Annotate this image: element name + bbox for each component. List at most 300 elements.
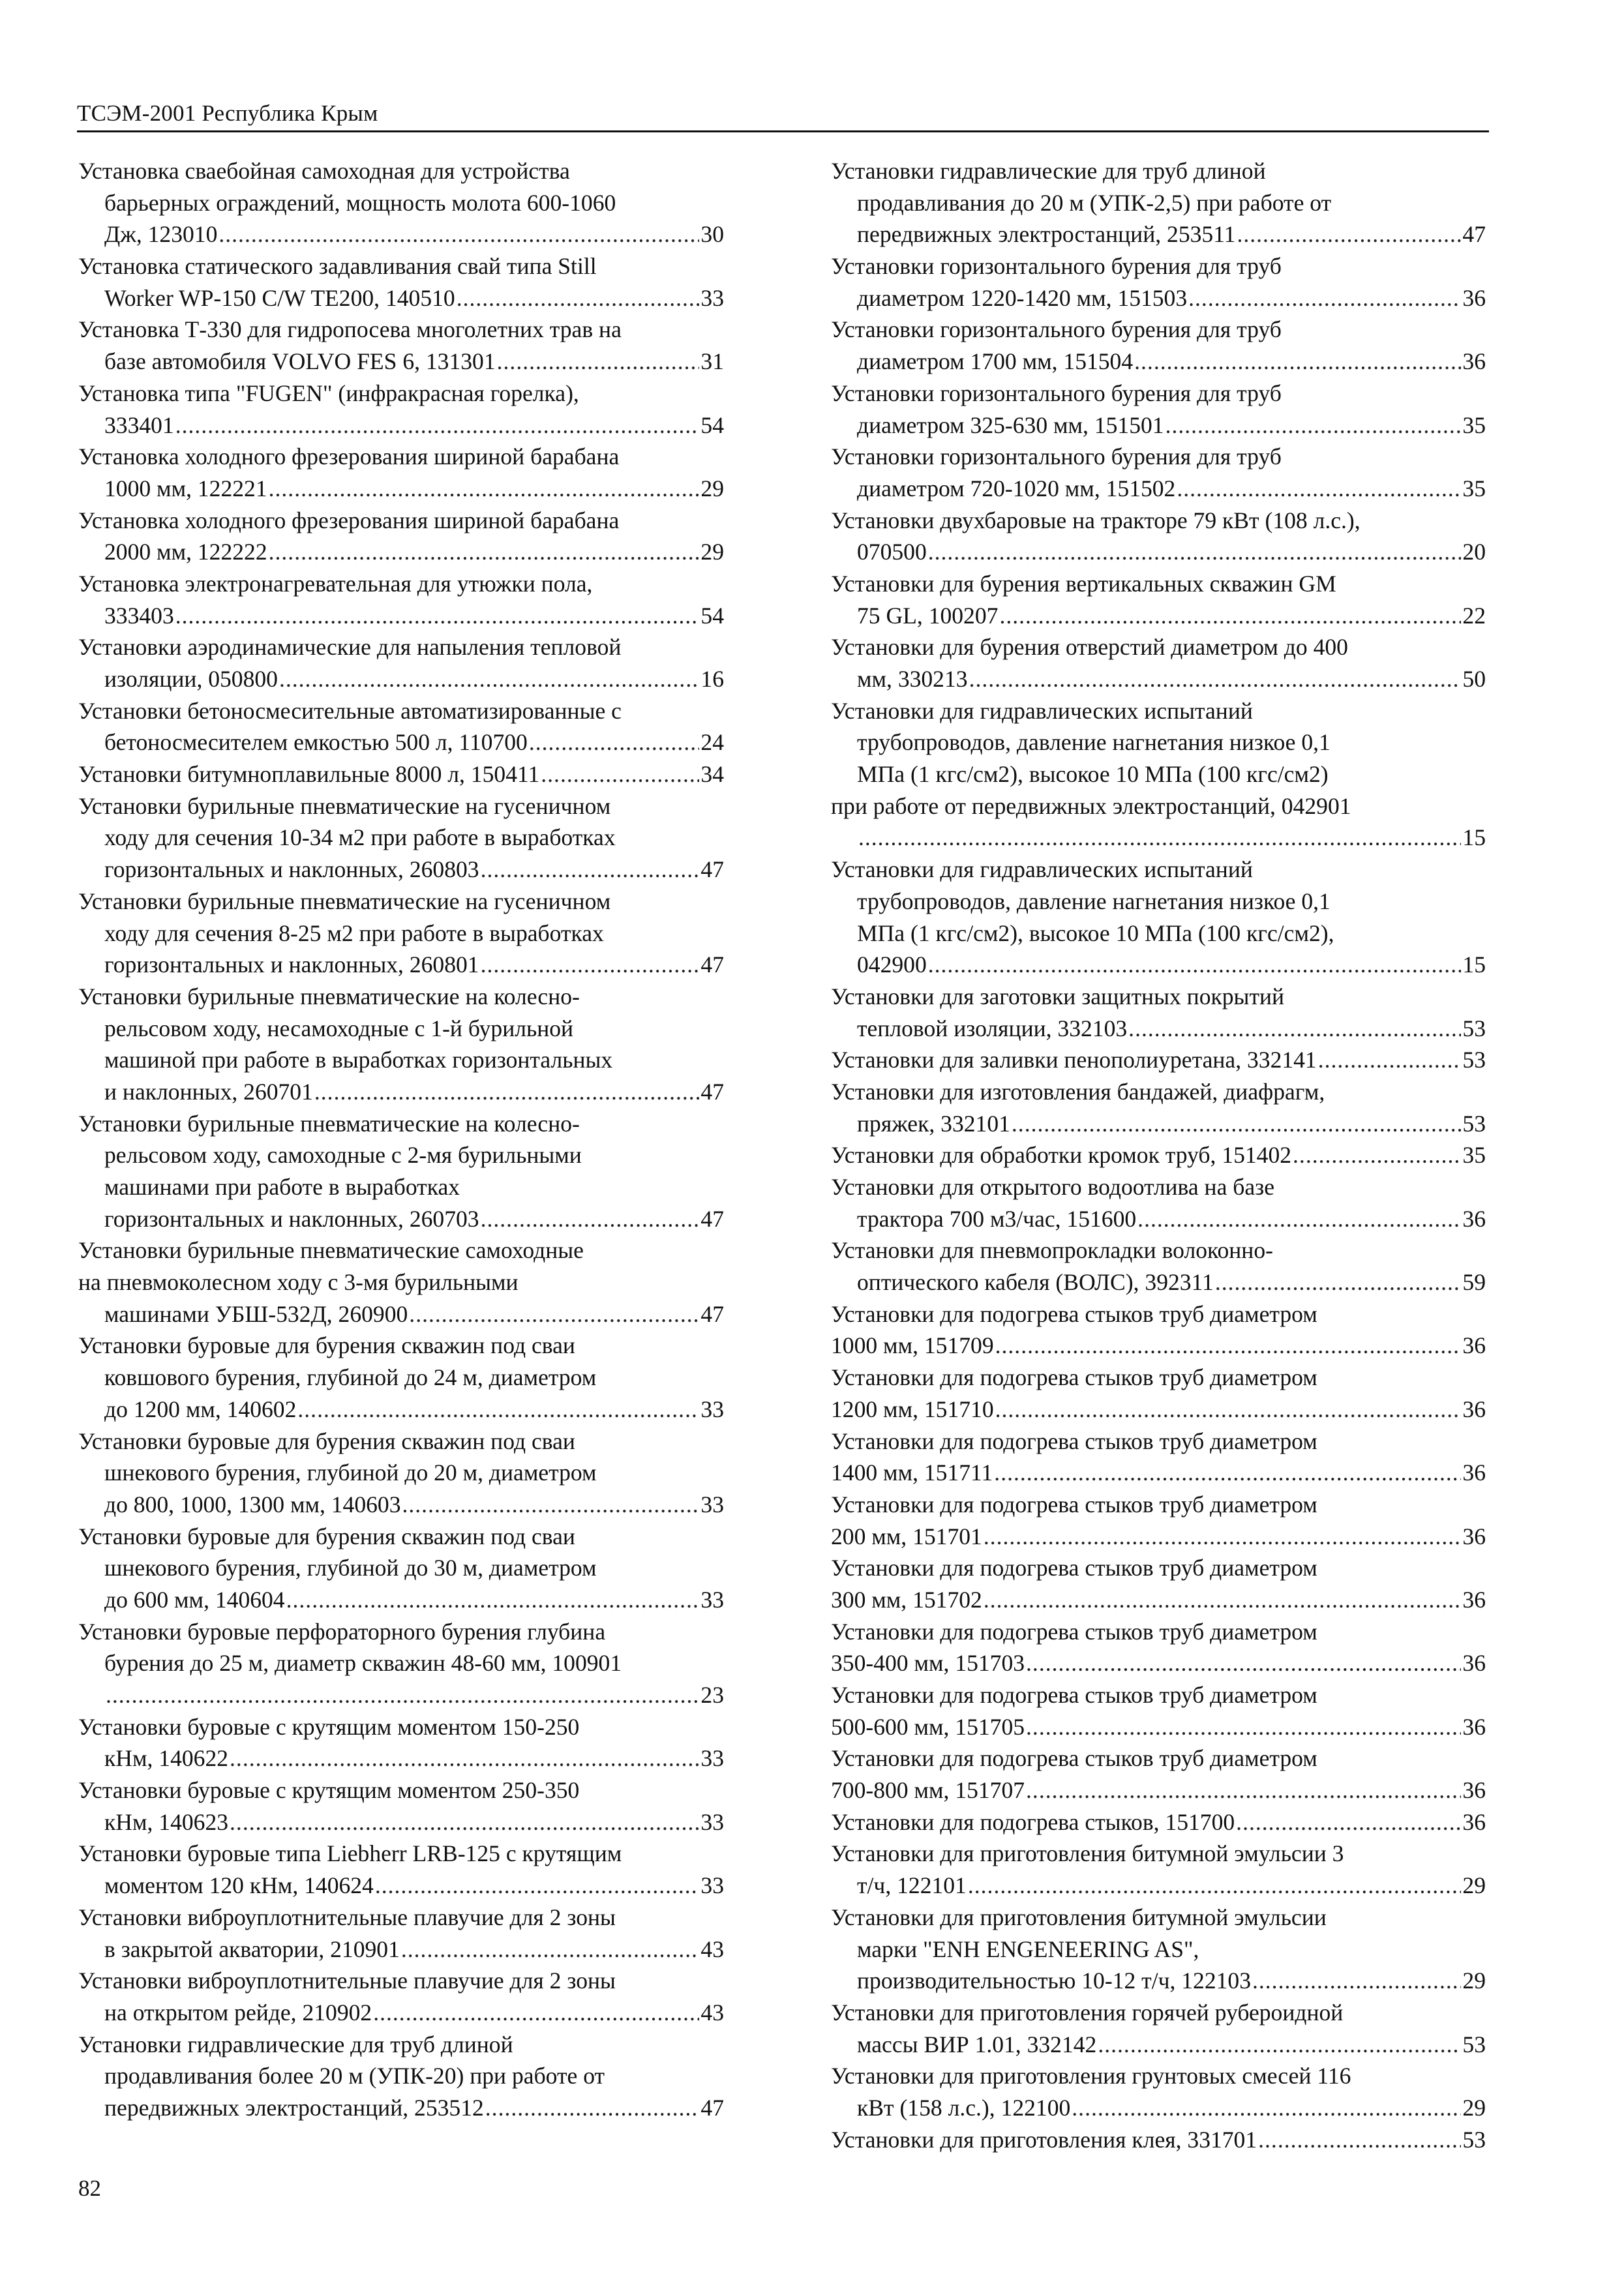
index-entry-text: 1400 мм, 151711 xyxy=(831,1459,993,1486)
index-entry-page: 29 xyxy=(700,539,724,565)
dot-leader xyxy=(1215,1266,1462,1298)
index-entry-last-line xyxy=(831,1457,1486,1489)
index-entry xyxy=(831,1616,1486,1679)
index-entry-text: Установки бурильные пневматические на гусеничном xyxy=(78,888,611,914)
index-entry-text: ходу для сечения 10-34 м2 при работе в выработках xyxy=(104,824,616,851)
index-entry xyxy=(78,1330,724,1425)
index-entry-text: 350-400 мм, 151703 xyxy=(831,1650,1025,1677)
index-entry-text: базе автомобиля VOLVO FES 6, 131301 xyxy=(104,348,496,375)
index-entry-last-line xyxy=(78,1489,724,1521)
dot-leader xyxy=(1026,1774,1461,1806)
index-entry-text: трубопроводов, давление нагнетания низкое 0,1 xyxy=(857,729,1331,756)
dot-leader xyxy=(1258,2124,1461,2156)
index-entry-text: МПа (1 кгс/см2), высокое 10 МПа (100 кгс/см2) xyxy=(857,761,1329,788)
index-entry-page: 54 xyxy=(700,602,724,629)
index-entry-text: продавливания до 20 м (УПК-2,5) при работе от xyxy=(857,189,1332,216)
dot-leader xyxy=(994,1457,1461,1489)
dot-leader xyxy=(375,1870,700,1902)
index-entry-page: 59 xyxy=(1462,1269,1486,1296)
index-entry-text: 070500 xyxy=(857,539,927,565)
index-entry-page: 33 xyxy=(700,1808,724,1835)
index-entry-last-line xyxy=(831,2092,1486,2124)
index-entry-text: Установки битумноплавильные 8000 л, 150411 xyxy=(78,761,540,788)
index-entry-text: Установки бурильные пневматические на колесно- xyxy=(78,983,580,1010)
index-entry-last-line xyxy=(78,1394,724,1426)
index-entry-last-line xyxy=(831,663,1486,695)
index-entry-last-line xyxy=(831,1266,1486,1298)
index-entry-page: 36 xyxy=(1462,1808,1486,1835)
index-entry-text: изоляции, 050800 xyxy=(104,666,278,692)
index-entry-last-line xyxy=(831,822,1486,854)
index-entry-last-line xyxy=(78,218,724,250)
index-entry-page: 36 xyxy=(1462,1586,1486,1613)
index-entry-text: Установки буровые с крутящим моментом 150-250 xyxy=(78,1713,580,1740)
index-entry-text: 1000 мм, 122221 xyxy=(104,475,267,501)
index-entry-page: 47 xyxy=(700,1300,724,1327)
index-entry xyxy=(831,1806,1486,1838)
index-entry-last-line xyxy=(78,536,724,568)
index-entry xyxy=(78,1234,724,1330)
index-entry-last-line xyxy=(831,1521,1486,1553)
index-entry xyxy=(831,2060,1486,2123)
index-entry-text: 333401 xyxy=(104,411,174,438)
dot-leader xyxy=(1012,1108,1462,1140)
page-number: 82 xyxy=(78,2176,101,2201)
index-entry-page: 35 xyxy=(1462,1142,1486,1169)
index-entry-page: 47 xyxy=(700,951,724,978)
index-entry xyxy=(78,250,724,314)
index-entry-text: Установки бурильные пневматические на гусеничном xyxy=(78,792,611,819)
index-entry-text: 042900 xyxy=(857,951,927,978)
index-entry-text: Установки для приготовления горячей рубероидной xyxy=(831,1999,1344,2026)
index-entry-text: Установки для обработки кромок труб, 151402 xyxy=(831,1142,1292,1169)
index-entry-page: 33 xyxy=(700,1872,724,1899)
index-entry-text: производительностью 10-12 т/ч, 122103 xyxy=(857,1967,1251,1994)
index-entry-text: Установки буровые для бурения скважин под сваи xyxy=(78,1332,575,1359)
index-entry-text: 1200 мм, 151710 xyxy=(831,1396,994,1422)
index-entry-page: 53 xyxy=(1462,2126,1486,2153)
index-entry-text: Установки горизонтального бурения для труб xyxy=(831,380,1282,406)
dot-leader xyxy=(1252,1965,1461,1997)
index-entry xyxy=(78,441,724,504)
index-entry-text: Установки для приготовления грунтовых смесей 116 xyxy=(831,2063,1351,2089)
index-entry-last-line xyxy=(831,2029,1486,2061)
index-entry-last-line xyxy=(78,1806,724,1838)
dot-leader xyxy=(230,1806,699,1838)
index-entry xyxy=(78,1521,724,1616)
dot-leader xyxy=(286,1584,700,1616)
index-entry xyxy=(78,1774,724,1838)
index-entry-text: Установки для бурения отверстий диаметром до 400 xyxy=(831,634,1348,661)
index-entry-text: трактора 700 м3/час, 151600 xyxy=(857,1205,1137,1232)
dot-leader xyxy=(497,346,700,378)
index-entry xyxy=(78,1902,724,1965)
index-entry-page: 29 xyxy=(1462,1967,1486,1994)
index-entry-page: 23 xyxy=(700,1682,724,1708)
index-entry-last-line xyxy=(831,1584,1486,1616)
index-entry-text: Установка сваебойная самоходная для устройства xyxy=(78,158,570,184)
index-entry-text: Установки для гидравлических испытаний xyxy=(831,697,1253,724)
index-entry-last-line xyxy=(78,854,724,886)
index-entry-text: при работе от передвижных электростанций, 042901 xyxy=(831,792,1351,819)
index-entry-page: 43 xyxy=(700,1936,724,1962)
dot-leader xyxy=(269,536,700,568)
index-entry xyxy=(78,790,724,886)
index-entry-page: 53 xyxy=(1462,1047,1486,1073)
index-entry-page: 36 xyxy=(1462,1713,1486,1740)
index-entry-text: горизонтальных и наклонных, 260703 xyxy=(104,1205,479,1232)
index-entry-last-line xyxy=(831,1965,1486,1997)
index-entry-text: 75 GL, 100207 xyxy=(857,602,999,629)
index-entry xyxy=(831,1139,1486,1171)
index-entry-text: Установка холодного фрезерования шириной барабана xyxy=(78,507,620,533)
index-entry-page: 53 xyxy=(1462,1015,1486,1041)
index-entry-page: 50 xyxy=(1462,666,1486,692)
index-entry-last-line xyxy=(831,346,1486,378)
dot-leader xyxy=(106,1679,699,1711)
dot-leader xyxy=(409,1298,699,1330)
index-entry xyxy=(831,1426,1486,1489)
index-entry-last-line xyxy=(78,2092,724,2124)
index-entry-text: МПа (1 кгс/см2), высокое 10 МПа (100 кгс/см2), xyxy=(857,920,1334,946)
index-entry xyxy=(78,505,724,568)
index-entry xyxy=(831,155,1486,250)
index-entry xyxy=(831,505,1486,568)
dot-leader xyxy=(1177,473,1461,505)
dot-leader xyxy=(1237,218,1461,250)
index-entry-page: 15 xyxy=(1462,951,1486,978)
index-entry-last-line xyxy=(831,1806,1486,1838)
index-entry-page: 36 xyxy=(1462,1777,1486,1804)
index-entry xyxy=(78,1838,724,1901)
dot-leader xyxy=(1165,410,1462,441)
dot-leader xyxy=(984,1584,1462,1616)
index-entry-text: моментом 120 кНм, 140624 xyxy=(104,1872,374,1899)
index-entry-last-line xyxy=(78,726,724,758)
index-entry-page: 53 xyxy=(1462,2031,1486,2057)
index-entry-text: трубопроводов, давление нагнетания низкое 0,1 xyxy=(857,888,1331,914)
index-entry-text: на пневмоколесном ходу с 3-мя бурильными xyxy=(78,1269,519,1296)
index-entry-last-line xyxy=(831,1647,1486,1679)
index-entry-page: 47 xyxy=(1462,221,1486,248)
dot-leader xyxy=(1128,1013,1461,1045)
dot-leader xyxy=(1293,1139,1461,1171)
index-entry-text: марки "ENH ENGENEERING AS", xyxy=(857,1936,1199,1962)
index-entry xyxy=(78,314,724,377)
index-entry-last-line xyxy=(831,1139,1486,1171)
dot-leader xyxy=(175,410,700,441)
index-entry-text: до 600 мм, 140604 xyxy=(104,1586,285,1613)
index-entry-page: 54 xyxy=(700,411,724,438)
index-entry-last-line xyxy=(831,600,1486,632)
index-entry xyxy=(78,2029,724,2124)
index-entry-text: Установки бурильные пневматические самоходные xyxy=(78,1237,584,1264)
index-entry-text: Установки виброуплотнительные плавучие для 2 зоны xyxy=(78,1967,616,1994)
index-entry-text: рельсовом ходу, несамоходные с 1-й бурильной xyxy=(104,1015,574,1041)
index-entry xyxy=(78,1426,724,1521)
dot-leader xyxy=(995,1330,1462,1362)
dot-leader xyxy=(928,536,1462,568)
index-entry-last-line xyxy=(831,1044,1486,1076)
index-entry-page: 20 xyxy=(1462,539,1486,565)
index-entry-page: 36 xyxy=(1462,348,1486,375)
index-entry xyxy=(831,1997,1486,2060)
index-entry-last-line xyxy=(831,1870,1486,1902)
index-entry-text: до 800, 1000, 1300 мм, 140603 xyxy=(104,1491,401,1518)
index-entry xyxy=(78,886,724,981)
dot-leader xyxy=(984,1521,1462,1553)
index-entry-text: 200 мм, 151701 xyxy=(831,1523,982,1549)
dot-leader xyxy=(858,822,1461,854)
index-entry-text: Установки для подогрева стыков, 151700 xyxy=(831,1808,1235,1835)
index-entry-text: Установки для пневмопрокладки волоконно- xyxy=(831,1237,1273,1264)
index-entry-text: Установки для гидравлических испытаний xyxy=(831,856,1253,883)
page-header xyxy=(77,98,1489,132)
index-entry-last-line xyxy=(78,1934,724,1966)
index-entry-text: диаметром 1700 мм, 151504 xyxy=(857,348,1134,375)
index-entry-text: Установки буровые с крутящим моментом 250-350 xyxy=(78,1777,580,1804)
index-entry xyxy=(831,1743,1486,1806)
index-entry-text: на открытом рейде, 210902 xyxy=(104,1999,372,2026)
index-entry-last-line xyxy=(831,1108,1486,1140)
index-entry-text: Установки для подогрева стыков труб диаметром xyxy=(831,1618,1317,1645)
dot-leader xyxy=(297,1394,699,1426)
index-entry xyxy=(78,631,724,695)
index-entry-text: и наклонных, 260701 xyxy=(104,1078,313,1105)
index-entry-last-line xyxy=(78,1679,724,1711)
index-entry-page: 35 xyxy=(1462,411,1486,438)
index-entry xyxy=(831,631,1486,695)
index-entry-text: Установки гидравлические для труб длиной xyxy=(78,2031,513,2057)
index-entry-text: Установка электронагревательная для утюжки пола, xyxy=(78,570,593,597)
index-entry-last-line xyxy=(831,949,1486,981)
index-entry-page: 47 xyxy=(700,2094,724,2121)
index-entry-last-line xyxy=(831,1203,1486,1235)
index-entry-page: 36 xyxy=(1462,1459,1486,1486)
index-entry xyxy=(831,1298,1486,1362)
dot-leader xyxy=(928,949,1462,981)
index-entry-text: бурения до 25 м, диаметр скважин 48-60 мм, 100901 xyxy=(104,1650,622,1677)
index-entry-text: машинами УБШ-532Д, 260900 xyxy=(104,1300,408,1327)
index-entry-text: ходу для сечения 8-25 м2 при работе в выработках xyxy=(104,920,604,946)
index-entry-text: Установки буровые перфораторного бурения глубина xyxy=(78,1618,606,1645)
index-entry-text: Установки буровые для бурения скважин под сваи xyxy=(78,1523,575,1549)
index-entry-page: 29 xyxy=(1462,2094,1486,2121)
index-entry xyxy=(78,155,724,250)
index-entry-page: 36 xyxy=(1462,1650,1486,1677)
index-entry-text: 333403 xyxy=(104,602,174,629)
index-entry-last-line xyxy=(831,473,1486,505)
dot-leader xyxy=(175,600,700,632)
index-entry-last-line xyxy=(831,410,1486,441)
index-entry xyxy=(831,854,1486,981)
index-entry xyxy=(78,378,724,441)
index-entry-text: Установки для подогрева стыков труб диаметром xyxy=(831,1491,1317,1518)
index-entry xyxy=(831,1044,1486,1076)
dot-leader xyxy=(1098,2029,1461,2061)
index-entry-page: 33 xyxy=(700,1586,724,1613)
index-entry-text: Установки для подогрева стыков труб диаметром xyxy=(831,1428,1317,1454)
index-entry-last-line xyxy=(78,949,724,981)
index-entry-text: 700-800 мм, 151707 xyxy=(831,1777,1025,1804)
index-entry-page: 47 xyxy=(700,856,724,883)
index-entry-text: ковшового бурения, глубиной до 24 м, диаметром xyxy=(104,1364,597,1391)
index-entry-text: т/ч, 122101 xyxy=(857,1872,967,1899)
dot-leader xyxy=(457,282,700,314)
index-entry-text: Дж, 123010 xyxy=(104,221,218,248)
index-entry-text: Установка Т-330 для гидропосева многолетних трав на xyxy=(78,316,622,343)
index-entry-last-line xyxy=(78,1870,724,1902)
index-entry-last-line xyxy=(78,663,724,695)
index-entry-page: 33 xyxy=(700,1745,724,1772)
index-entry-text: Установки аэродинамические для напыления тепловой xyxy=(78,634,622,661)
index-entry-text: Установки для изготовления бандажей, диафрагм, xyxy=(831,1078,1325,1105)
index-entry-text: передвижных электростанций, 253511 xyxy=(857,221,1236,248)
index-entry-text: продавливания более 20 м (УПК-20) при работе от xyxy=(104,2063,605,2089)
index-entry-last-line xyxy=(78,1743,724,1774)
index-entry-text: Worker WP-150 C/W TE200, 140510 xyxy=(104,284,455,311)
index-entry xyxy=(831,1234,1486,1298)
index-entry-page: 36 xyxy=(1462,1523,1486,1549)
index-entry xyxy=(831,441,1486,504)
dot-leader xyxy=(995,1394,1462,1426)
index-entry-text: кНм, 140622 xyxy=(104,1745,229,1772)
dot-leader xyxy=(481,949,700,981)
index-entry-text: кВт (158 л.с.), 122100 xyxy=(857,2094,1071,2121)
index-entry-text: Установка статического задавливания свай типа Still xyxy=(78,253,597,280)
index-entry-text: тепловой изоляции, 332103 xyxy=(857,1015,1128,1041)
dot-leader xyxy=(279,663,699,695)
index-entry-text: Установка типа "FUGEN" (инфракрасная горелка), xyxy=(78,380,579,406)
dot-leader xyxy=(1188,282,1461,314)
index-entry xyxy=(831,2124,1486,2156)
index-entry-text: Установки для подогрева стыков труб диаметром xyxy=(831,1364,1317,1391)
index-entry-text: рельсовом ходу, самоходные с 2-мя бурильными xyxy=(104,1142,582,1169)
index-entry-text: 300 мм, 151702 xyxy=(831,1586,982,1613)
index-entry-last-line xyxy=(831,218,1486,250)
index-entry-text: Установки для заливки пенополиуретана, 332141 xyxy=(831,1047,1317,1073)
index-entry xyxy=(831,1171,1486,1234)
dot-leader xyxy=(1236,1806,1461,1838)
index-entry xyxy=(831,1902,1486,1997)
index-entry-text: Установки для бурения вертикальных скважин GM xyxy=(831,570,1336,597)
index-entry-page: 36 xyxy=(1462,1205,1486,1232)
index-entry-page: 36 xyxy=(1462,1396,1486,1422)
index-entry-last-line xyxy=(78,282,724,314)
index-column-left xyxy=(78,155,724,2124)
index-entry-text: в закрытой акватории, 210901 xyxy=(104,1936,400,1962)
index-entry-page: 36 xyxy=(1462,284,1486,311)
index-entry-text: Установки буровые для бурения скважин под сваи xyxy=(78,1428,575,1454)
index-entry-text: Установки для подогрева стыков труб диаметром xyxy=(831,1682,1317,1708)
index-entry-text: массы ВИР 1.01, 332142 xyxy=(857,2031,1097,2057)
index-entry-page: 22 xyxy=(1462,602,1486,629)
dot-leader xyxy=(541,758,699,790)
index-entry-last-line xyxy=(78,410,724,441)
index-entry xyxy=(78,1965,724,2028)
index-entry-page: 33 xyxy=(700,284,724,311)
index-entry-text: диаметром 1220-1420 мм, 151503 xyxy=(857,284,1188,311)
index-entry-last-line xyxy=(831,536,1486,568)
index-entry-last-line xyxy=(78,758,724,790)
index-entry-text: Установки для подогрева стыков труб диаметром xyxy=(831,1555,1317,1581)
dot-leader xyxy=(1026,1647,1461,1679)
index-entry xyxy=(78,1616,724,1711)
index-entry-last-line xyxy=(78,473,724,505)
index-entry-page: 43 xyxy=(700,1999,724,2026)
index-entry-page: 30 xyxy=(700,221,724,248)
index-entry xyxy=(78,1108,724,1235)
index-entry-text: передвижных электростанций, 253512 xyxy=(104,2094,484,2121)
index-entry-text: Установки буровые типа Liebherr LRB-125 с крутящим xyxy=(78,1840,622,1867)
index-entry-page: 16 xyxy=(700,666,724,692)
index-entry xyxy=(831,1552,1486,1615)
index-entry xyxy=(831,1838,1486,1901)
index-entry-text: Установки двухбаровые на тракторе 79 кВт (108 л.с.), xyxy=(831,507,1361,533)
index-entry xyxy=(831,378,1486,441)
index-entry-text: до 1200 мм, 140602 xyxy=(104,1396,297,1422)
index-entry-page: 29 xyxy=(1462,1872,1486,1899)
index-entry-text: Установки для приготовления битумной эмульсии 3 xyxy=(831,1840,1344,1867)
index-entry-text: машиной при работе в выработках горизонтальных xyxy=(104,1047,613,1073)
index-entry-last-line xyxy=(831,282,1486,314)
index-entry-page: 33 xyxy=(700,1491,724,1518)
index-entry xyxy=(831,1489,1486,1552)
index-entry-text: Установки горизонтального бурения для труб xyxy=(831,253,1282,280)
index-entry xyxy=(78,981,724,1108)
dot-leader xyxy=(1137,1203,1461,1235)
index-entry xyxy=(831,314,1486,377)
index-entry-page: 47 xyxy=(700,1205,724,1232)
dot-leader xyxy=(1134,346,1461,378)
index-entry-text: барьерных ограждений, мощность молота 600-1060 xyxy=(104,189,616,216)
index-entry-last-line xyxy=(78,1997,724,2029)
index-entry xyxy=(831,568,1486,631)
index-entry-text: шнекового бурения, глубиной до 30 м, диаметром xyxy=(104,1555,597,1581)
dot-leader xyxy=(269,473,700,505)
index-entry-text: пряжек, 332101 xyxy=(857,1110,1010,1137)
index-entry-text: Установки виброуплотнительные плавучие для 2 зоны xyxy=(78,1904,616,1930)
index-entry-text: Установки для заготовки защитных покрытий xyxy=(831,983,1285,1010)
index-entry-text: шнекового бурения, глубиной до 20 м, диаметром xyxy=(104,1459,597,1486)
index-entry xyxy=(831,1679,1486,1743)
index-entry-last-line xyxy=(831,1394,1486,1426)
index-entry-page: 53 xyxy=(1462,1110,1486,1137)
index-entry-last-line xyxy=(78,1298,724,1330)
dot-leader xyxy=(1026,1711,1461,1743)
dot-leader xyxy=(999,600,1461,632)
index-entry-page: 29 xyxy=(700,475,724,501)
index-entry-last-line xyxy=(831,1711,1486,1743)
index-entry xyxy=(78,758,724,790)
dot-leader xyxy=(968,1870,1462,1902)
dot-leader xyxy=(481,1203,700,1235)
index-entry-text: кНм, 140623 xyxy=(104,1808,229,1835)
index-entry-text: горизонтальных и наклонных, 260801 xyxy=(104,951,479,978)
index-entry-text: мм, 330213 xyxy=(857,666,968,692)
index-entry-text: Установки бетоносмесительные автоматизированные с xyxy=(78,697,622,724)
dot-leader xyxy=(230,1743,699,1774)
index-entry-text: Установки бурильные пневматические на колесно- xyxy=(78,1110,580,1137)
index-entry-text: Установки для открытого водоотлива на базе xyxy=(831,1174,1275,1200)
index-entry-text: Установки для подогрева стыков труб диаметром xyxy=(831,1300,1317,1327)
index-entry xyxy=(831,1076,1486,1139)
index-entry-last-line xyxy=(831,1774,1486,1806)
index-entry xyxy=(831,250,1486,314)
index-column-right xyxy=(831,155,1486,2155)
header-title: ТСЭМ-2001 Республика Крым xyxy=(77,100,378,126)
index-entry-text: оптического кабеля (ВОЛС), 392311 xyxy=(857,1269,1214,1296)
